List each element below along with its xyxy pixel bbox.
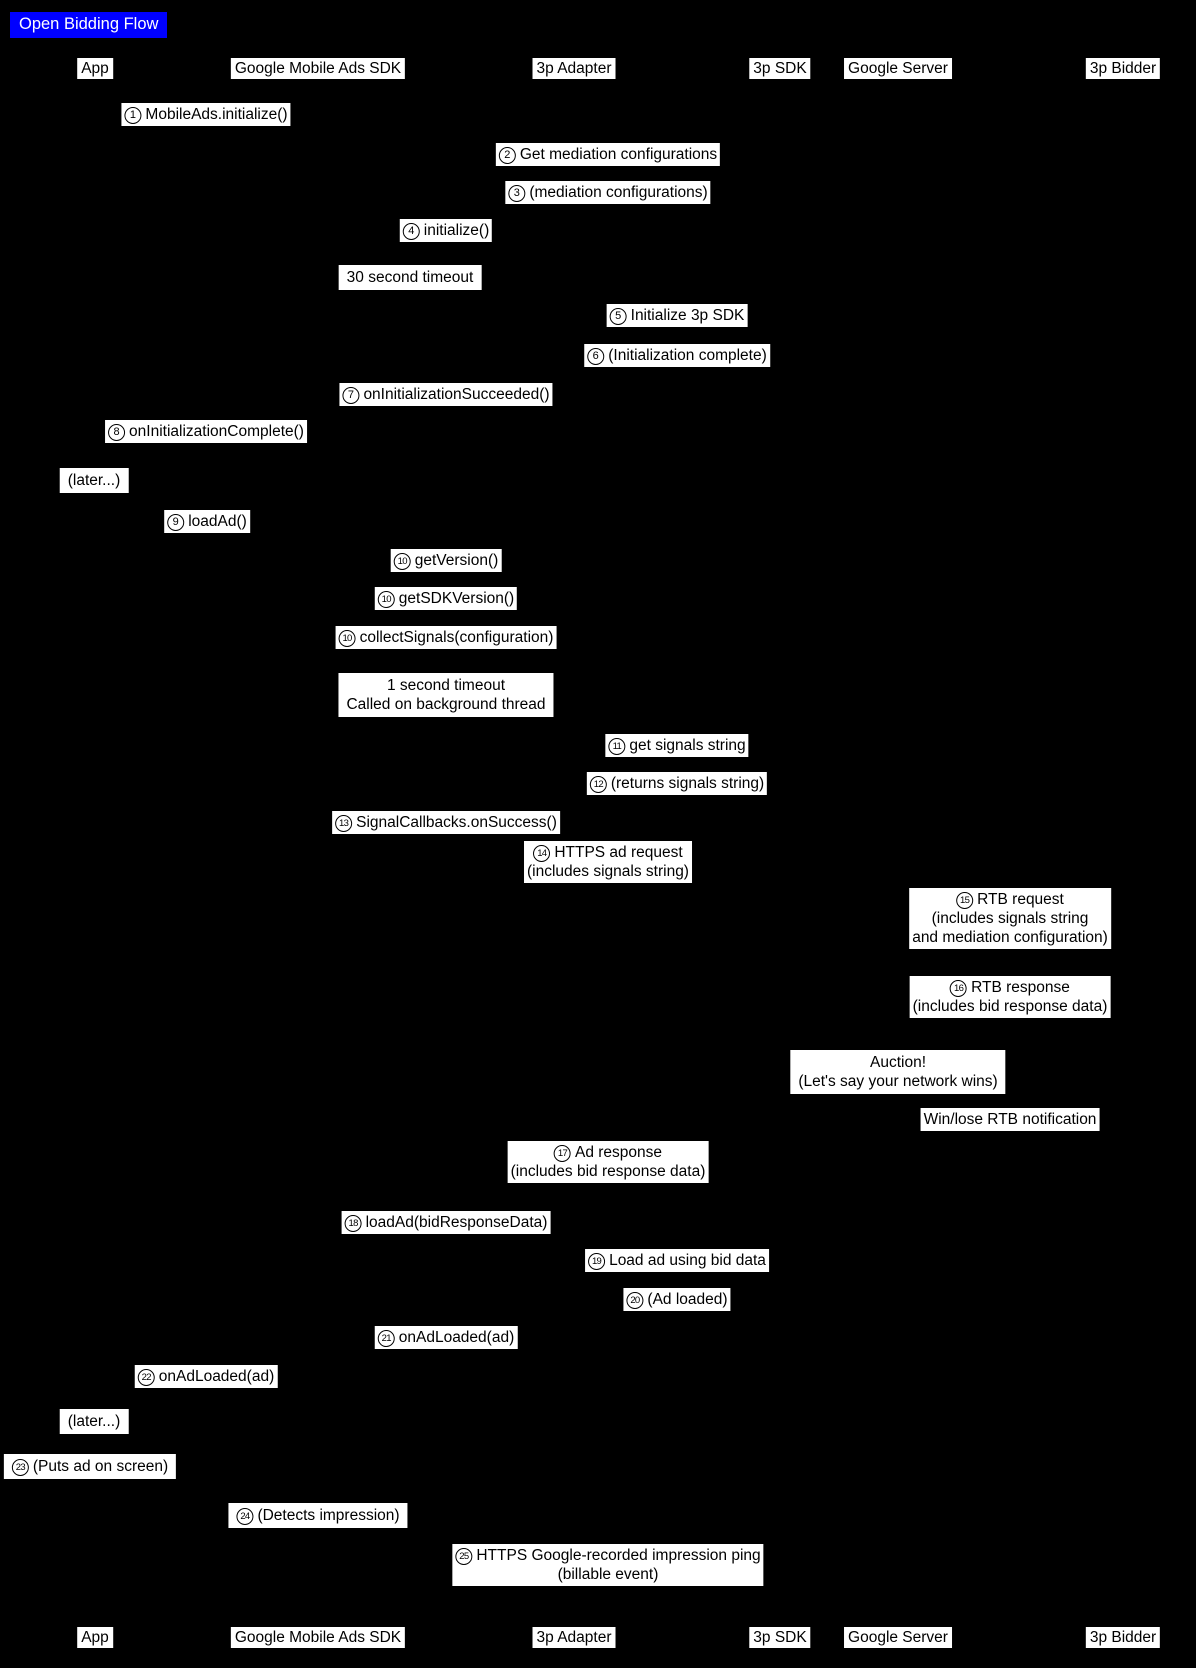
message-text: [608, 736, 745, 755]
step-14-message: [524, 841, 692, 883]
message-text: [912, 928, 1108, 947]
step-17-message: [508, 1141, 709, 1183]
message-text-content: (mediation configurations): [529, 184, 708, 201]
step-23-note: [4, 1454, 176, 1479]
step-21-message: [375, 1326, 518, 1349]
message-text: [124, 105, 287, 124]
message-text: [511, 1162, 706, 1181]
step-number-badge: 14: [533, 845, 550, 862]
step-number-badge: 17: [554, 1145, 571, 1162]
message-text: [68, 471, 121, 490]
step-19-message: [585, 1249, 769, 1272]
step-number-badge: 10: [394, 553, 411, 570]
step-9-message: [164, 510, 250, 533]
message-text-content: (Puts ad on screen): [32, 1458, 169, 1475]
participant-top-3p-sdk: 3p SDK: [749, 58, 810, 79]
step-20-message: [623, 1288, 730, 1311]
message-text-content: HTTPS ad request: [554, 844, 683, 861]
step-number-badge: 5: [610, 308, 627, 325]
step-number-badge: 3: [508, 185, 525, 202]
message-text-content: getSDKVersion(): [398, 590, 515, 607]
participant-top-3p-bidder: 3p Bidder: [1086, 58, 1160, 79]
message-text-content: (billable event): [557, 1566, 659, 1583]
message-text-content: Win/lose RTB notification: [923, 1111, 1097, 1128]
step-2-message: [496, 143, 720, 166]
step-number-badge: 9: [167, 514, 184, 531]
note-auction: [790, 1050, 1005, 1094]
step-number-badge: 10: [378, 591, 395, 608]
message-text-content: collectSignals(configuration): [359, 629, 554, 646]
participant-bottom-3p-sdk: 3p SDK: [749, 1627, 810, 1648]
message-text: [345, 1213, 548, 1232]
message-text: [236, 1506, 399, 1525]
message-text: [346, 676, 545, 695]
message-text-content: 30 second timeout: [346, 269, 474, 286]
message-text-content: (Ad loaded): [647, 1291, 728, 1308]
message-text: [798, 1072, 997, 1091]
message-text: [626, 1290, 727, 1309]
message-text-content: MobileAds.initialize(): [145, 106, 288, 123]
message-text-content: onInitializationSucceeded(): [363, 386, 550, 403]
step-number-badge: 12: [590, 776, 607, 793]
message-text-content: loadAd(): [188, 513, 247, 530]
message-text-content: (includes bid response data): [912, 998, 1108, 1015]
step-10-message: [336, 626, 557, 649]
message-text-content: Auction!: [869, 1054, 927, 1071]
message-text-content: (later...): [67, 472, 121, 489]
step-16-message: [910, 976, 1111, 1018]
message-text-content: (later...): [67, 1413, 121, 1430]
step-18-message: [342, 1211, 551, 1234]
step-number-badge: 13: [335, 815, 352, 832]
participant-top-google-mobile-ads-sdk: Google Mobile Ads SDK: [231, 58, 405, 79]
message-text: [342, 385, 549, 404]
message-text-content: 1 second timeout: [386, 677, 506, 694]
message-text: [335, 813, 557, 832]
step-1-message: [121, 103, 290, 126]
step-8-message: [105, 420, 307, 443]
message-text-content: (Initialization complete): [608, 347, 767, 364]
message-win-lose-rtb-notification: [921, 1108, 1100, 1131]
message-text: [590, 774, 764, 793]
message-text: [455, 1546, 760, 1565]
step-13-message: [332, 811, 560, 834]
message-text-content: Called on background thread: [346, 696, 546, 713]
message-text-content: RTB response: [971, 979, 1070, 996]
step-number-badge: 6: [587, 348, 604, 365]
message-text-content: Ad response: [574, 1144, 663, 1161]
step-number-badge: 8: [108, 424, 125, 441]
message-text: [913, 978, 1108, 997]
message-text: [339, 628, 554, 647]
message-text-content: getVersion(): [414, 552, 499, 569]
step-number-badge: 16: [950, 980, 967, 997]
message-text: [588, 1251, 766, 1270]
participant-bottom-3p-adapter: 3p Adapter: [533, 1627, 616, 1648]
step-25-message: [452, 1544, 763, 1586]
step-number-badge: 19: [588, 1253, 605, 1270]
step-22-message: [135, 1365, 278, 1388]
message-text-content: Get mediation configurations: [519, 146, 718, 163]
message-text-content: and mediation configuration): [912, 929, 1108, 946]
message-text: [610, 306, 745, 325]
participant-bottom-app: App: [77, 1627, 113, 1648]
participant-bottom-3p-bidder: 3p Bidder: [1086, 1627, 1160, 1648]
step-number-badge: 25: [455, 1548, 472, 1565]
message-text-content: (includes bid response data): [510, 1163, 706, 1180]
step-5-message: [607, 304, 748, 327]
message-text-content: Load ad using bid data: [609, 1252, 766, 1269]
note-later: [60, 1409, 129, 1434]
participant-top-google-server: Google Server: [844, 58, 952, 79]
message-text: [138, 1367, 275, 1386]
step-7-message: [339, 383, 552, 406]
step-number-badge: 22: [138, 1369, 155, 1386]
step-15-message: [909, 888, 1111, 949]
message-text-content: (includes signals string: [931, 910, 1089, 927]
step-number-badge: 2: [499, 147, 516, 164]
message-text: [508, 183, 707, 202]
note-1-second-timeout: [338, 673, 553, 717]
message-text-content: Initialize 3p SDK: [630, 307, 745, 324]
step-number-badge: 21: [378, 1330, 395, 1347]
message-text-content: onInitializationComplete(): [129, 423, 304, 440]
participant-bottom-google-mobile-ads-sdk: Google Mobile Ads SDK: [231, 1627, 405, 1648]
message-text: [511, 1143, 706, 1162]
message-text-content: loadAd(bidResponseData): [365, 1214, 548, 1231]
message-text: [924, 1110, 1097, 1129]
message-text: [394, 551, 499, 570]
message-text-content: RTB request: [977, 891, 1064, 908]
message-text-content: (includes signals string): [527, 863, 689, 880]
step-number-badge: 1: [124, 107, 141, 124]
step-number-badge: 20: [626, 1292, 643, 1309]
step-number-badge: 23: [12, 1459, 29, 1476]
message-text: [346, 695, 545, 714]
message-text-content: SignalCallbacks.onSuccess(): [356, 814, 557, 831]
step-number-badge: 4: [403, 223, 420, 240]
note-30-second-timeout: [339, 265, 482, 290]
step-number-badge: 15: [956, 892, 973, 909]
step-number-badge: 24: [236, 1508, 253, 1525]
message-text: [403, 221, 489, 240]
message-text: [527, 862, 689, 881]
message-text: [527, 843, 689, 862]
message-text: [913, 997, 1108, 1016]
participant-top-app: App: [77, 58, 113, 79]
step-12-message: [587, 772, 767, 795]
step-4-message: [400, 219, 492, 242]
message-text-content: onAdLoaded(ad): [398, 1329, 515, 1346]
message-text: [912, 909, 1108, 928]
step-11-message: [605, 734, 748, 757]
note-later: [60, 468, 129, 493]
message-text-content: (Let's say your network wins): [798, 1073, 998, 1090]
message-text-content: HTTPS Google-recorded impression ping: [476, 1547, 761, 1564]
message-text: [378, 1328, 515, 1347]
message-text: [499, 145, 717, 164]
message-text-content: (Detects impression): [257, 1507, 400, 1524]
step-10-message: [375, 587, 517, 610]
message-text-content: get signals string: [629, 737, 746, 754]
step-10-message: [391, 549, 502, 572]
step-number-badge: 7: [342, 387, 359, 404]
message-text: [378, 589, 514, 608]
message-text: [455, 1565, 760, 1584]
message-text: [798, 1053, 997, 1072]
message-text: [12, 1457, 168, 1476]
participant-bottom-google-server: Google Server: [844, 1627, 952, 1648]
message-text-content: initialize(): [423, 222, 490, 239]
step-3-message: [505, 181, 710, 204]
participant-top-3p-adapter: 3p Adapter: [533, 58, 616, 79]
message-text: [108, 422, 304, 441]
message-text: [68, 1412, 121, 1431]
message-text-content: onAdLoaded(ad): [158, 1368, 275, 1385]
diagram-title-badge: Open Bidding Flow: [10, 12, 167, 38]
step-number-badge: 10: [339, 630, 356, 647]
message-text: [912, 890, 1108, 909]
message-text: [167, 512, 247, 531]
step-number-badge: 18: [345, 1215, 362, 1232]
step-24-note: [228, 1503, 407, 1528]
step-6-message: [584, 344, 770, 367]
message-text: [587, 346, 767, 365]
message-text-content: (returns signals string): [610, 775, 765, 792]
message-text: [347, 268, 474, 287]
step-number-badge: 11: [608, 738, 625, 755]
